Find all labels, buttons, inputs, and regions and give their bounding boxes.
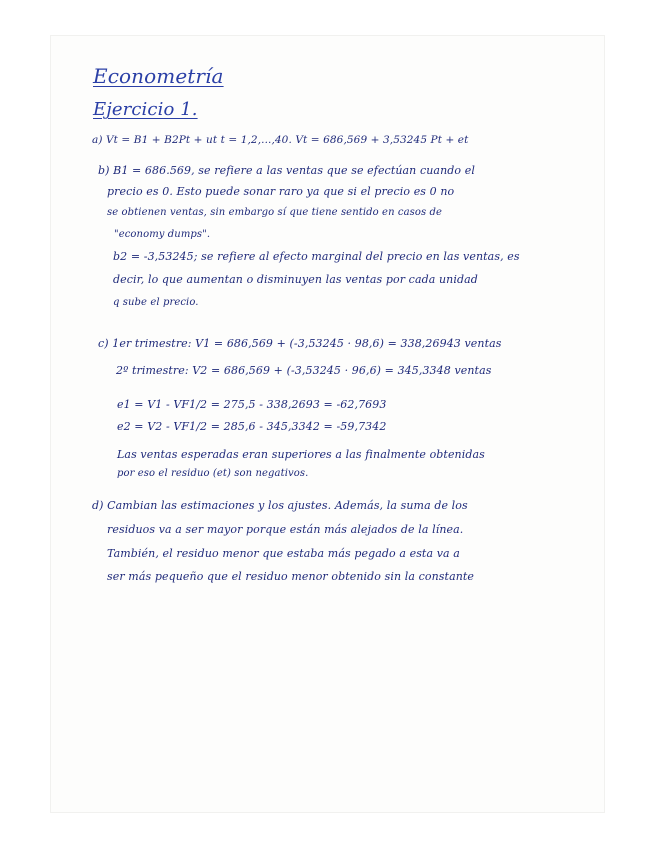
- line-c6: por eso el residuo (et) son negativos.: [117, 468, 309, 479]
- line-b2: precio es 0. Esto puede sonar raro ya que si el precio es 0 no: [107, 185, 455, 198]
- line-d2: residuos va a ser mayor porque están más alejados de la línea.: [107, 523, 464, 536]
- line-b3: se obtienen ventas, sin embargo sí que tiene sentido en casos de: [107, 207, 443, 218]
- exercise-heading: Ejercicio 1.: [93, 99, 198, 120]
- line-d1: d) Cambian las estimaciones y los ajustes. Además, la suma de los: [92, 499, 468, 512]
- line-c1: c) 1er trimestre: V1 = 686,569 + (-3,53245 · 98,6) = 338,26943 ventas: [98, 337, 502, 350]
- line-b7: q sube el precio.: [113, 297, 199, 308]
- line-b4: "economy dumps".: [114, 229, 211, 240]
- line-d4: ser más pequeño que el residuo menor obtenido sin la constante: [107, 570, 475, 583]
- line-c3: e1 = V1 - VF1/2 = 275,5 - 338,2693 = -62,7693: [117, 398, 387, 411]
- line-b6: decir, lo que aumentan o disminuyen las ventas por cada unidad: [113, 273, 478, 286]
- line-c5: Las ventas esperadas eran superiores a las finalmente obtenidas: [117, 448, 485, 461]
- line-c2: 2º trimestre: V2 = 686,569 + (-3,53245 · 96,6) = 345,3348 ventas: [116, 364, 492, 377]
- line-d3: También, el residuo menor que estaba más pegado a esta va a: [107, 547, 460, 560]
- line-c4: e2 = V2 - VF1/2 = 285,6 - 345,3342 = -59,7342: [117, 420, 387, 433]
- line-b1: b) B1 = 686.569, se refiere a las ventas que se efectúan cuando el: [98, 164, 475, 177]
- line-b5: b2 = -3,53245; se refiere al efecto marginal del precio en las ventas, es: [113, 250, 520, 263]
- document-title: Econometría: [93, 64, 224, 88]
- line-a: a) Vt = B1 + B2Pt + ut t = 1,2,...,40. Vt = 686,569 + 3,53245 Pt + et: [92, 134, 469, 146]
